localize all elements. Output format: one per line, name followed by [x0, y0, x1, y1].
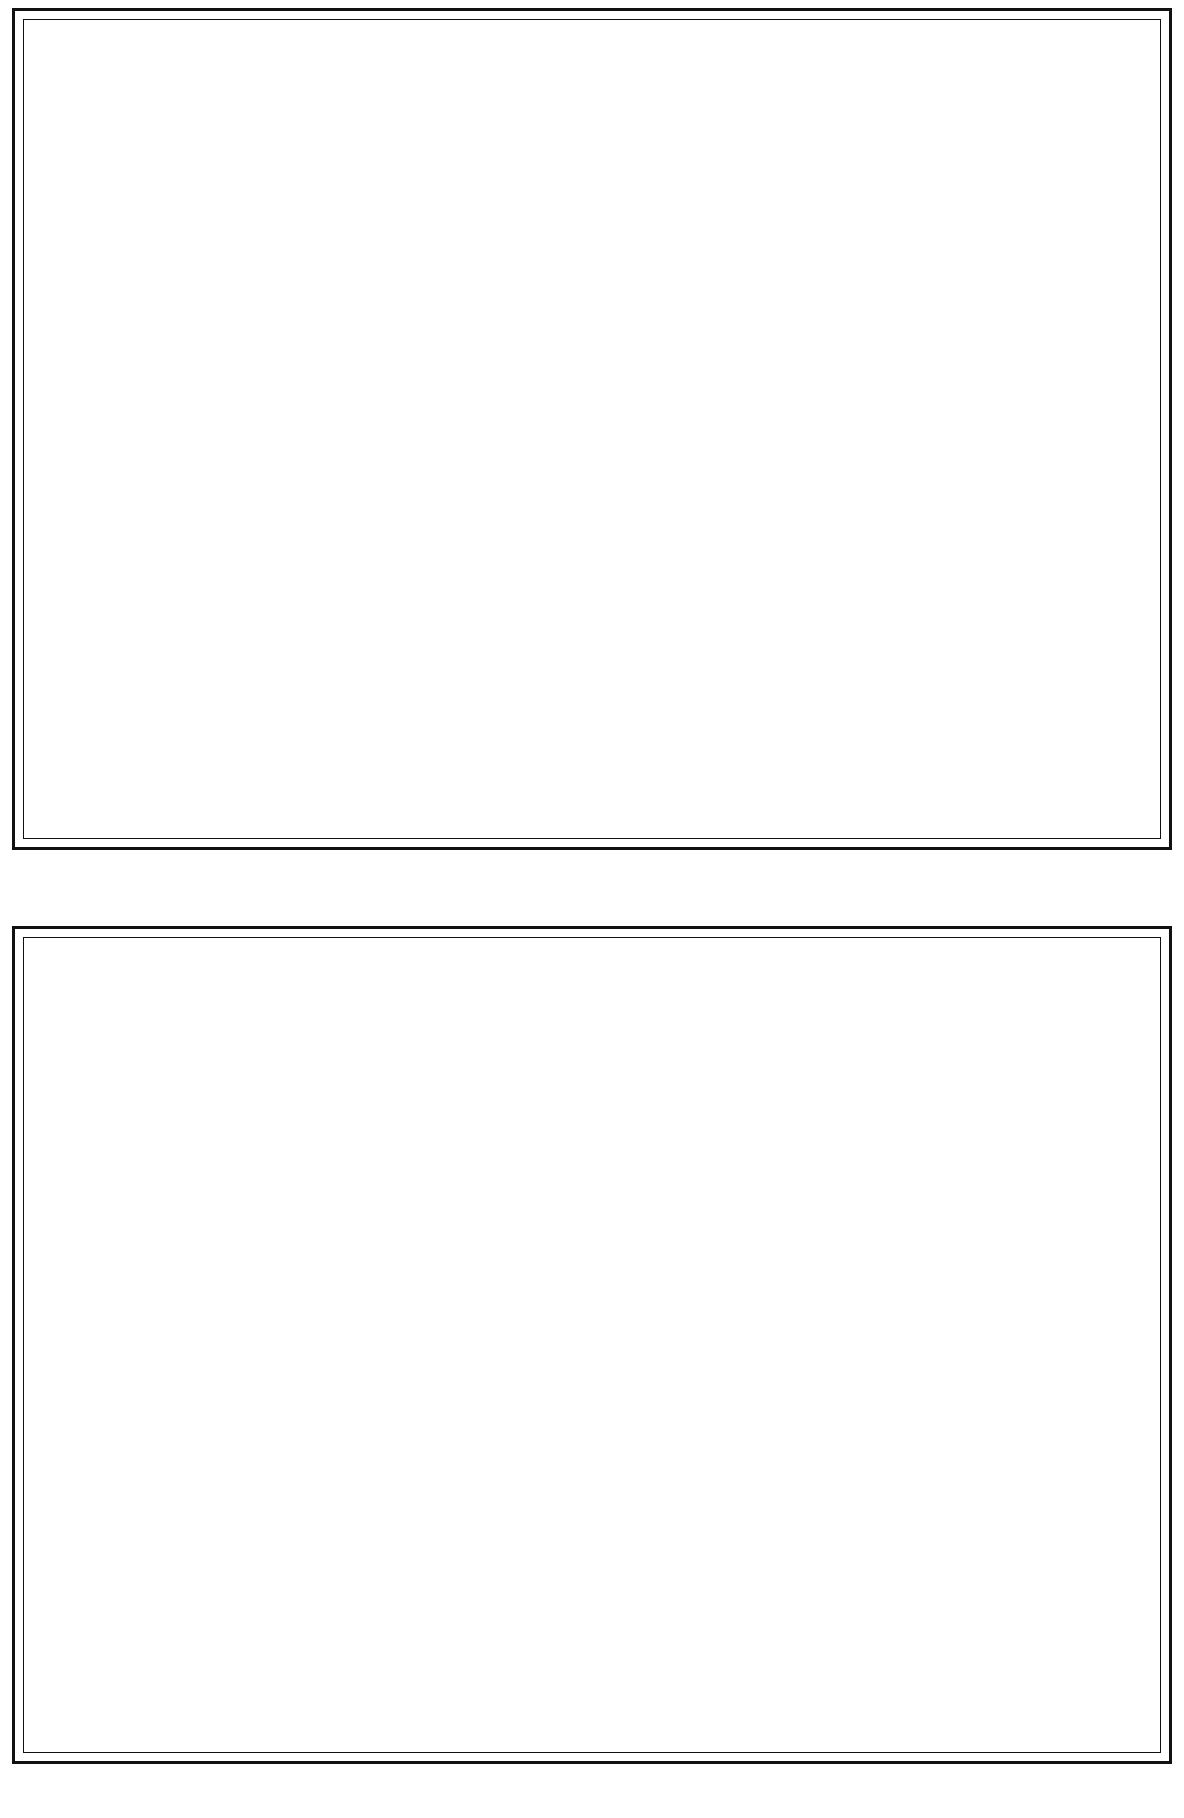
bottom-page: [12, 926, 1172, 1764]
top-page: [12, 8, 1172, 850]
bottom-page-body: [23, 937, 1161, 1753]
top-page-body: [23, 19, 1161, 839]
